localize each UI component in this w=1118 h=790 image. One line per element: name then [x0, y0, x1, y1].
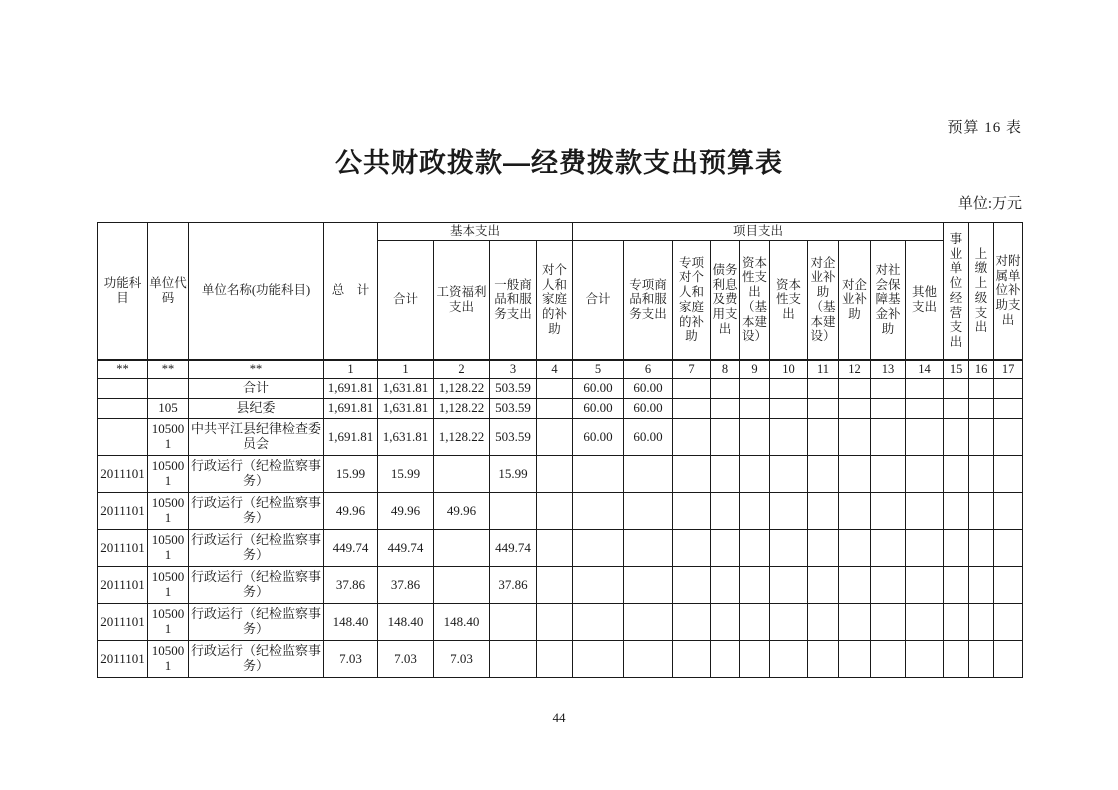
table-cell: 1,691.81 — [324, 379, 378, 399]
table-cell — [740, 419, 770, 456]
table-cell — [537, 493, 573, 530]
table-cell — [624, 641, 673, 678]
table-cell: 37.86 — [378, 567, 434, 604]
table-cell: 449.74 — [378, 530, 434, 567]
table-row — [98, 456, 1023, 493]
table-cell — [906, 567, 944, 604]
table-cell: 49.96 — [434, 493, 490, 530]
table-cell — [624, 456, 673, 493]
table-cell: 4 — [537, 360, 573, 379]
table-cell — [994, 379, 1023, 399]
table-cell — [944, 399, 969, 419]
table-cell — [994, 641, 1023, 678]
table-cell — [944, 419, 969, 456]
table-cell: 2011101 — [98, 456, 148, 493]
table-cell — [808, 641, 839, 678]
col-header-basic-subtotal: 合计 — [378, 241, 434, 360]
col-header-business-operating-expense: 事业单位经营支出 — [944, 223, 969, 360]
table-cell — [906, 399, 944, 419]
column-number-row — [98, 360, 1023, 379]
table-cell: 行政运行（纪检监察事务） — [189, 604, 324, 641]
col-header-social-security-fund-subsidy: 对社会保障基金补助 — [871, 241, 906, 360]
col-header-grand-total: 总 计 — [324, 223, 378, 360]
table-cell — [994, 456, 1023, 493]
table-cell — [537, 399, 573, 419]
col-header-capital-expense: 资本性支出 — [770, 241, 808, 360]
table-row — [98, 379, 1023, 399]
table-cell — [624, 604, 673, 641]
table-cell: 60.00 — [573, 379, 624, 399]
table-row — [98, 604, 1023, 641]
table-cell — [969, 419, 994, 456]
header-group-row — [98, 223, 1023, 241]
table-cell: 7.03 — [434, 641, 490, 678]
table-cell: 14 — [906, 360, 944, 379]
table-cell: 105001 — [148, 530, 189, 567]
table-cell: 49.96 — [378, 493, 434, 530]
table-cell: 60.00 — [573, 419, 624, 456]
table-cell — [839, 399, 871, 419]
col-header-unit-name: 单位名称(功能科目) — [189, 223, 324, 360]
table-cell — [740, 456, 770, 493]
table-cell: 1,631.81 — [378, 419, 434, 456]
table-cell — [711, 379, 740, 399]
table-cell: 105 — [148, 399, 189, 419]
table-cell: 449.74 — [324, 530, 378, 567]
table-cell — [624, 567, 673, 604]
table-cell: 105001 — [148, 419, 189, 456]
table-cell: 县纪委 — [189, 399, 324, 419]
table-cell — [673, 530, 711, 567]
table-cell: 105001 — [148, 493, 189, 530]
table-cell: 1 — [324, 360, 378, 379]
table-cell — [944, 641, 969, 678]
table-cell — [740, 399, 770, 419]
table-cell — [673, 641, 711, 678]
table-cell — [839, 456, 871, 493]
table-cell — [770, 399, 808, 419]
table-row — [98, 567, 1023, 604]
col-header-special-goods-services: 专项商品和服务支出 — [624, 241, 673, 360]
budget-table — [97, 222, 1023, 678]
col-header-function-code: 功能科目 — [98, 223, 148, 360]
table-cell — [906, 379, 944, 399]
table-cell — [711, 567, 740, 604]
table-cell: 行政运行（纪检监察事务） — [189, 530, 324, 567]
table-cell — [490, 641, 537, 678]
table-cell — [624, 530, 673, 567]
table-cell — [994, 530, 1023, 567]
table-cell — [906, 641, 944, 678]
col-header-special-individual-family-subsidy: 专项对个人和家庭的补助 — [673, 241, 711, 360]
table-cell — [770, 419, 808, 456]
table-cell — [994, 419, 1023, 456]
table-cell: 行政运行（纪检监察事务） — [189, 493, 324, 530]
table-cell — [871, 567, 906, 604]
table-cell: 15 — [944, 360, 969, 379]
table-cell: 2011101 — [98, 493, 148, 530]
col-header-debt-interest-fees: 债务利息及费用支出 — [711, 241, 740, 360]
table-cell — [673, 604, 711, 641]
table-cell: 1 — [378, 360, 434, 379]
table-cell — [871, 379, 906, 399]
budget-table-index-label: 预算 16 表 — [947, 120, 1022, 136]
table-cell — [969, 530, 994, 567]
table-cell: 60.00 — [624, 379, 673, 399]
table-cell — [969, 493, 994, 530]
table-cell — [711, 604, 740, 641]
table-cell: 105001 — [148, 604, 189, 641]
table-cell — [906, 604, 944, 641]
col-header-wages-welfare: 工资福利支出 — [434, 241, 490, 360]
table-cell — [434, 567, 490, 604]
table-cell — [740, 493, 770, 530]
table-cell: 37.86 — [490, 567, 537, 604]
table-cell — [740, 604, 770, 641]
table-cell — [98, 419, 148, 456]
table-cell — [906, 493, 944, 530]
table-cell — [490, 493, 537, 530]
table-cell — [711, 641, 740, 678]
table-cell — [906, 419, 944, 456]
table-cell — [994, 399, 1023, 419]
table-cell — [673, 379, 711, 399]
table-cell — [871, 641, 906, 678]
table-cell — [944, 379, 969, 399]
table-cell — [573, 567, 624, 604]
table-cell — [537, 379, 573, 399]
table-cell: 105001 — [148, 456, 189, 493]
table-cell: 行政运行（纪检监察事务） — [189, 641, 324, 678]
table-cell — [573, 641, 624, 678]
table-cell — [994, 604, 1023, 641]
table-cell — [537, 604, 573, 641]
table-cell: 148.40 — [324, 604, 378, 641]
table-cell: 148.40 — [434, 604, 490, 641]
table-cell: 12 — [839, 360, 871, 379]
col-header-general-goods-services: 一般商品和服务支出 — [490, 241, 537, 360]
table-cell — [808, 604, 839, 641]
col-header-other-expense: 其他支出 — [906, 241, 944, 360]
table-cell — [770, 641, 808, 678]
table-cell — [434, 456, 490, 493]
table-cell — [808, 456, 839, 493]
table-cell — [808, 399, 839, 419]
table-cell — [839, 604, 871, 641]
table-cell — [434, 530, 490, 567]
table-cell: 105001 — [148, 567, 189, 604]
table-cell: 1,631.81 — [378, 379, 434, 399]
table-cell: 10 — [770, 360, 808, 379]
table-row — [98, 530, 1023, 567]
table-cell: 15.99 — [378, 456, 434, 493]
table-cell — [839, 493, 871, 530]
table-cell: 7.03 — [324, 641, 378, 678]
table-cell — [740, 379, 770, 399]
table-cell — [871, 604, 906, 641]
table-cell — [969, 604, 994, 641]
table-cell: 5 — [573, 360, 624, 379]
col-header-project-subtotal: 合计 — [573, 241, 624, 360]
table-cell: 中共平江县纪律检查委员会 — [189, 419, 324, 456]
table-cell: 2011101 — [98, 567, 148, 604]
page-title: 公共财政拨款—经费拨款支出预算表 — [335, 148, 783, 178]
table-cell — [537, 530, 573, 567]
table-cell — [969, 379, 994, 399]
table-cell: 148.40 — [378, 604, 434, 641]
table-cell — [994, 567, 1023, 604]
table-cell — [808, 493, 839, 530]
table-cell — [711, 419, 740, 456]
table-cell — [673, 456, 711, 493]
table-cell — [770, 530, 808, 567]
table-cell — [711, 399, 740, 419]
table-cell — [711, 493, 740, 530]
table-cell — [906, 530, 944, 567]
table-cell: 11 — [808, 360, 839, 379]
table-cell — [871, 456, 906, 493]
table-cell: 行政运行（纪检监察事务） — [189, 456, 324, 493]
table-cell — [808, 379, 839, 399]
table-cell — [808, 530, 839, 567]
table-cell — [98, 399, 148, 419]
table-cell: ** — [148, 360, 189, 379]
table-cell — [871, 399, 906, 419]
table-cell: 16 — [969, 360, 994, 379]
table-cell: 15.99 — [490, 456, 537, 493]
col-header-payment-to-superior: 上缴上级支出 — [969, 223, 994, 360]
col-header-capital-expense-construction: 资本性支出（基本建设） — [740, 241, 770, 360]
table-cell — [573, 604, 624, 641]
table-cell — [839, 567, 871, 604]
table-cell — [537, 456, 573, 493]
table-cell — [839, 530, 871, 567]
table-cell: 503.59 — [490, 379, 537, 399]
table-header — [98, 223, 1023, 360]
table-cell: 2011101 — [98, 641, 148, 678]
table-cell: 7.03 — [378, 641, 434, 678]
table-cell — [969, 456, 994, 493]
table-cell — [944, 604, 969, 641]
table-cell: 9 — [740, 360, 770, 379]
table-cell — [839, 641, 871, 678]
table-body — [98, 360, 1023, 678]
table-cell — [906, 456, 944, 493]
col-header-enterprise-subsidy-construction: 对企业补助（基本建设） — [808, 241, 839, 360]
table-cell: 503.59 — [490, 399, 537, 419]
table-cell: 行政运行（纪检监察事务） — [189, 567, 324, 604]
table-cell: 2011101 — [98, 530, 148, 567]
unit-of-measure-label: 单位:万元 — [957, 196, 1022, 212]
table-cell: 1,631.81 — [378, 399, 434, 419]
table-cell — [673, 567, 711, 604]
table-cell — [994, 493, 1023, 530]
table-cell — [148, 379, 189, 399]
table-cell — [711, 456, 740, 493]
table-cell — [944, 530, 969, 567]
table-cell — [969, 641, 994, 678]
page-number: 44 — [552, 710, 566, 725]
table-cell — [871, 530, 906, 567]
table-cell — [673, 399, 711, 419]
table-cell — [944, 567, 969, 604]
col-group-basic-expenditure: 基本支出 — [378, 223, 573, 241]
col-header-unit-code: 单位代码 — [148, 223, 189, 360]
table-cell: 449.74 — [490, 530, 537, 567]
table-cell: 503.59 — [490, 419, 537, 456]
table-cell: 2011101 — [98, 604, 148, 641]
col-header-enterprise-subsidy: 对企业补助 — [839, 241, 871, 360]
table-cell — [839, 379, 871, 399]
table-cell: 105001 — [148, 641, 189, 678]
table-cell — [490, 604, 537, 641]
table-cell — [944, 493, 969, 530]
table-cell — [573, 530, 624, 567]
table-cell — [537, 567, 573, 604]
table-cell — [770, 493, 808, 530]
table-row — [98, 493, 1023, 530]
table-cell — [537, 419, 573, 456]
table-cell — [537, 641, 573, 678]
table-cell — [673, 493, 711, 530]
table-cell — [624, 493, 673, 530]
table-cell — [770, 456, 808, 493]
table-cell: 1,128.22 — [434, 379, 490, 399]
table-cell — [969, 399, 994, 419]
table-cell — [740, 641, 770, 678]
table-cell: 60.00 — [573, 399, 624, 419]
col-header-subsidy-to-affiliates: 对附属单位补助支出 — [994, 223, 1023, 360]
table-cell — [944, 456, 969, 493]
table-cell: 合计 — [189, 379, 324, 399]
table-cell: 6 — [624, 360, 673, 379]
table-cell: 37.86 — [324, 567, 378, 604]
table-row — [98, 399, 1023, 419]
table-row — [98, 419, 1023, 456]
table-cell: ** — [98, 360, 148, 379]
table-cell — [770, 567, 808, 604]
table-cell: 13 — [871, 360, 906, 379]
table-cell — [969, 567, 994, 604]
table-cell: 17 — [994, 360, 1023, 379]
table-cell: 60.00 — [624, 399, 673, 419]
col-group-project-expenditure: 项目支出 — [573, 223, 944, 241]
table-cell — [808, 567, 839, 604]
table-cell: 8 — [711, 360, 740, 379]
table-cell: 60.00 — [624, 419, 673, 456]
table-cell — [573, 456, 624, 493]
table-cell: 1,128.22 — [434, 419, 490, 456]
table-cell — [770, 604, 808, 641]
table-cell — [839, 419, 871, 456]
table-cell — [770, 379, 808, 399]
table-cell — [740, 567, 770, 604]
table-cell — [573, 493, 624, 530]
table-cell — [808, 419, 839, 456]
table-cell — [711, 530, 740, 567]
table-cell — [740, 530, 770, 567]
table-row — [98, 641, 1023, 678]
table-cell: 1,128.22 — [434, 399, 490, 419]
table-cell — [871, 493, 906, 530]
table-cell — [98, 379, 148, 399]
table-cell: 1,691.81 — [324, 419, 378, 456]
table-cell: 49.96 — [324, 493, 378, 530]
table-cell: 7 — [673, 360, 711, 379]
table-cell: 2 — [434, 360, 490, 379]
table-cell: 1,691.81 — [324, 399, 378, 419]
table-cell: ** — [189, 360, 324, 379]
table-cell — [673, 419, 711, 456]
table-cell: 15.99 — [324, 456, 378, 493]
table-cell — [871, 419, 906, 456]
table-cell: 3 — [490, 360, 537, 379]
col-header-individual-family-subsidy: 对个人和家庭的补助 — [537, 241, 573, 360]
